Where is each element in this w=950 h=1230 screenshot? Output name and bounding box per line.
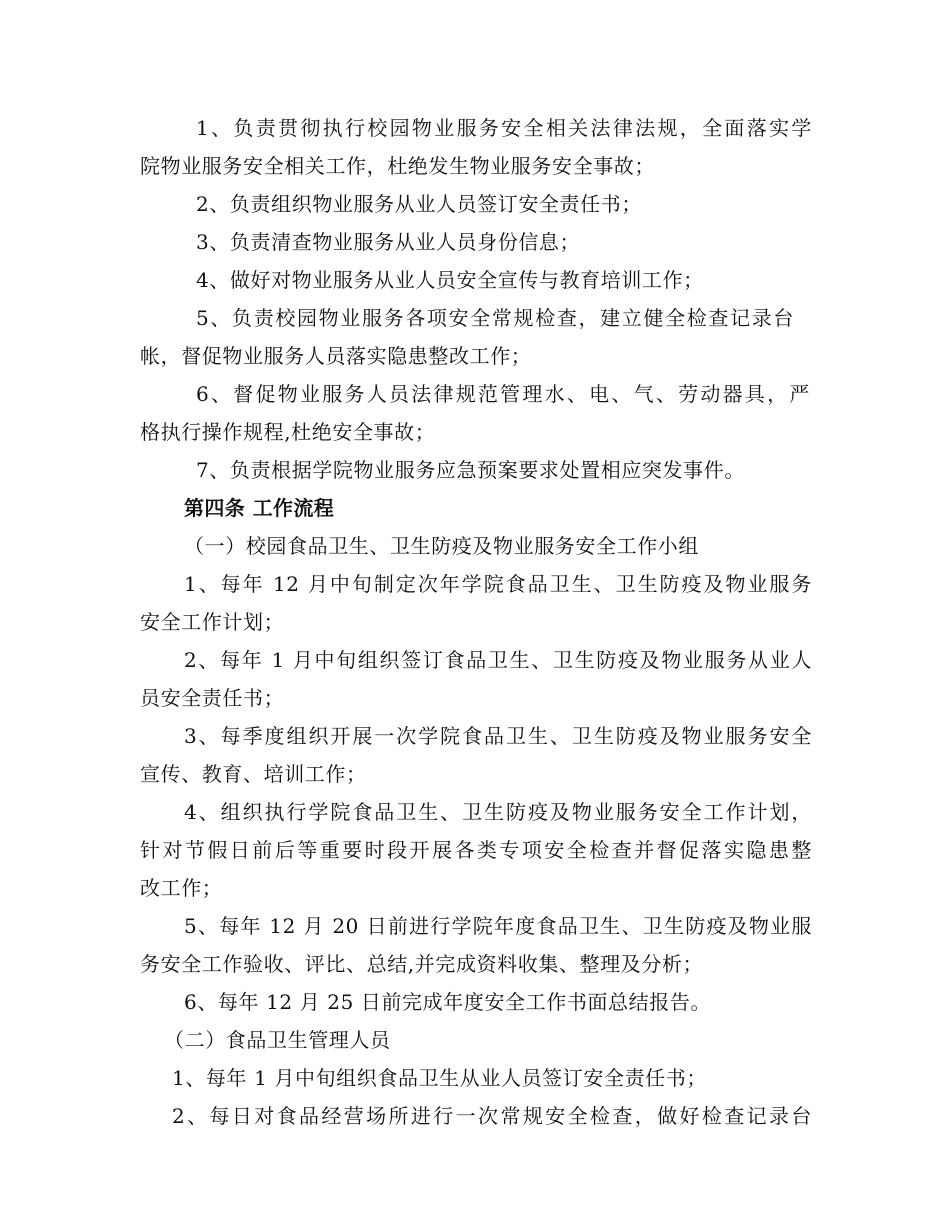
paragraph-line-20: 5、每年 12 月 20 日前进行学院年度食品卫生、卫生防疫及物业服 bbox=[184, 914, 812, 938]
paragraph-line-24: 2、每日对食品经营场所进行一次常规安全检查，做好检查记录台 bbox=[172, 1104, 812, 1128]
paragraph-line-13: 2、每年 1 月中旬组织签订食品卫生、卫生防疫及物业服务从业人 bbox=[184, 648, 812, 672]
paragraph-line-15: 3、每季度组织开展一次学院食品卫生、卫生防疫及物业服务安全 bbox=[184, 724, 812, 748]
paragraph-line-22: 6、每年 12 月 25 日前完成年度安全工作书面总结报告。 bbox=[184, 990, 712, 1014]
paragraph-line-5: 4、做好对物业服务从业人员安全宣传与教育培训工作； bbox=[196, 268, 704, 292]
paragraph-line-10: 7、负责根据学院物业服务应急预案要求处置相应突发事件。 bbox=[196, 458, 745, 482]
paragraph-line-6: 5、负责校园物业服务各项安全常规检查，建立健全检查记录台 bbox=[196, 306, 794, 330]
paragraph-line-1: 1、负责贯彻执行校园物业服务安全相关法律法规，全面落实学 bbox=[196, 116, 812, 140]
paragraph-line-11: 1、每年 12 月中旬制定次年学院食品卫生、卫生防疫及物业服务 bbox=[184, 572, 812, 596]
paragraph-line-21: 务安全工作验收、评比、总结,并完成资料收集、整理及分析； bbox=[140, 952, 704, 976]
paragraph-line-4: 3、负责清查物业服务从业人员身份信息； bbox=[196, 230, 581, 254]
paragraph-line-9: 格执行操作规程,杜绝安全事故； bbox=[140, 420, 436, 444]
paragraph-line-3: 2、负责组织物业服务从业人员签订安全责任书； bbox=[196, 192, 642, 216]
paragraph-line-23: 1、每年 1 月中旬组织食品卫生从业人员签订安全责任书； bbox=[172, 1066, 707, 1090]
paragraph-line-2: 院物业服务安全相关工作，杜绝发生物业服务安全事故； bbox=[140, 154, 655, 178]
paragraph-line-12: 安全工作计划； bbox=[140, 610, 285, 634]
paragraph-line-16: 宣传、教育、培训工作； bbox=[140, 762, 367, 786]
paragraph-line-18: 针对节假日前后等重要时段开展各类专项安全检查并督促落实隐患整 bbox=[140, 838, 812, 862]
paragraph-line-7: 帐，督促物业服务人员落实隐患整改工作； bbox=[140, 344, 532, 368]
section-heading: 第四条 工作流程 bbox=[184, 496, 335, 520]
subsection-heading-1: （一）校园食品卫生、卫生防疫及物业服务安全工作小组 bbox=[184, 534, 699, 558]
subsection-heading-2: （二）食品卫生管理人员 bbox=[164, 1028, 391, 1052]
paragraph-line-8: 6、督促物业服务人员法律规范管理水、电、气、劳动器具，严 bbox=[196, 382, 810, 406]
paragraph-line-17: 4、组织执行学院食品卫生、卫生防疫及物业服务安全工作计划， bbox=[184, 800, 812, 824]
paragraph-line-14: 员安全责任书； bbox=[140, 686, 285, 710]
paragraph-line-19: 改工作； bbox=[140, 876, 223, 900]
